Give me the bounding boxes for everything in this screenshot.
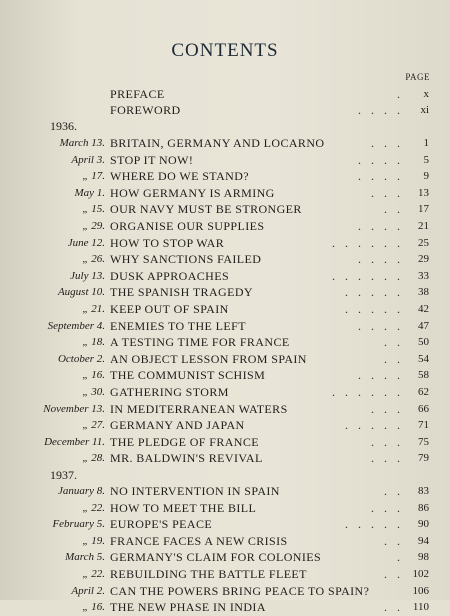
toc-entry xyxy=(0,516,450,533)
entry-title: BRITAIN, GERMANY AND LOCARNO xyxy=(110,136,325,150)
entry-title: THE SPANISH TRAGEDY xyxy=(110,285,253,300)
entry-title: MR. BALDWIN'S REVIVAL xyxy=(110,451,263,466)
year-heading: 1937. xyxy=(50,468,77,482)
entry-page-number: 25 xyxy=(418,236,429,249)
leader-dots: .. xyxy=(384,533,410,548)
entry-title: OUR NAVY MUST BE STRONGER xyxy=(110,202,302,217)
entry-page-number: xi xyxy=(420,104,429,116)
leader-dots: . xyxy=(397,550,410,565)
entry-title: THE COMMUNIST SCHISM xyxy=(110,368,266,383)
leader-dots: ..... xyxy=(345,302,410,316)
entry-title: DUSK APPROACHES xyxy=(110,268,230,283)
toc-entry xyxy=(0,135,450,152)
entry-page-number: 98 xyxy=(418,551,429,564)
entry-date: „ 16. xyxy=(82,369,105,382)
entry-page-number: 75 xyxy=(418,435,429,448)
leader-dots: ...... xyxy=(332,385,410,399)
toc-entry xyxy=(0,102,450,119)
entry-date: „ 29. xyxy=(82,220,105,232)
entry-page-number: 110 xyxy=(412,601,429,614)
entry-page-number: 21 xyxy=(418,220,429,232)
entry-page-number: 79 xyxy=(418,452,429,465)
entry-date: September 4. xyxy=(47,319,105,332)
entry-page-number: 17 xyxy=(418,203,429,216)
entry-page-number: 94 xyxy=(418,534,429,547)
leader-dots: ..... xyxy=(345,285,410,300)
entry-title: HOW TO MEET THE BILL xyxy=(110,500,257,515)
leader-dots: .... xyxy=(358,219,410,233)
leader-dots: ... xyxy=(371,185,410,200)
toc-entry xyxy=(0,599,450,616)
toc-entry xyxy=(0,201,450,218)
entry-date: „ 26. xyxy=(82,253,105,266)
leader-dots: ..... xyxy=(345,418,410,433)
entry-date: „ 22. xyxy=(82,568,105,580)
entry-date: June 12. xyxy=(67,236,105,249)
leader-dots: .. xyxy=(384,335,410,350)
entry-title: NO INTERVENTION IN SPAIN xyxy=(110,484,280,498)
entry-date: April 3. xyxy=(71,153,105,166)
entry-page-number: 83 xyxy=(418,485,429,497)
entry-date: „ 16. xyxy=(82,601,105,614)
entry-title: THE NEW PHASE IN INDIA xyxy=(110,600,266,615)
entry-title: EUROPE'S PEACE xyxy=(110,517,213,532)
contents-heading: CONTENTS xyxy=(171,40,279,61)
toc-entry xyxy=(0,533,450,550)
toc-entry xyxy=(0,384,450,401)
entry-date: May 1. xyxy=(74,186,105,199)
leader-dots: .. xyxy=(384,600,410,615)
entry-title: GERMANY AND JAPAN xyxy=(110,418,245,433)
entry-page-number: 90 xyxy=(418,518,429,531)
leader-dots: .. xyxy=(384,567,410,581)
entry-title: A TESTING TIME FOR FRANCE xyxy=(110,335,290,350)
toc-entry xyxy=(0,284,450,301)
leader-dots: ... xyxy=(371,434,410,449)
leader-dots: .... xyxy=(358,368,410,383)
toc-entry xyxy=(0,152,450,169)
entry-title: GERMANY'S CLAIM FOR COLONIES xyxy=(110,550,322,565)
page-column-label: PAGE xyxy=(405,72,430,82)
entry-date: „ 21. xyxy=(82,303,105,315)
entry-page-number: 47 xyxy=(418,319,429,332)
entry-page-number: 9 xyxy=(423,170,429,183)
leader-dots: ...... xyxy=(332,235,410,250)
entry-page-number: 13 xyxy=(418,186,429,199)
toc-entry xyxy=(0,185,450,202)
entry-date: July 13. xyxy=(70,269,105,282)
entry-page-number: 5 xyxy=(423,153,429,166)
toc-entry xyxy=(0,583,450,600)
toc-entry xyxy=(0,417,450,434)
entry-title: STOP IT NOW! xyxy=(110,152,194,167)
entry-title: THE PLEDGE OF FRANCE xyxy=(110,434,260,449)
year-heading: 1936. xyxy=(50,119,77,133)
entry-date: December 11. xyxy=(44,435,105,448)
toc-entry xyxy=(0,268,450,285)
leader-dots: ... xyxy=(371,136,410,150)
entry-date: „ 18. xyxy=(82,336,105,349)
entry-date: „ 17. xyxy=(82,170,105,183)
entry-title: GATHERING STORM xyxy=(110,385,229,399)
entry-page-number: 42 xyxy=(418,303,429,315)
leader-dots: .. xyxy=(384,351,410,366)
leader-dots: ..... xyxy=(345,517,410,532)
toc-entry xyxy=(0,401,450,418)
entry-page-number: 38 xyxy=(418,286,429,299)
entry-date: March 5. xyxy=(65,551,105,564)
entry-date: January 8. xyxy=(57,485,105,497)
entry-page-number: 62 xyxy=(418,386,429,398)
entry-page-number: 58 xyxy=(418,369,429,382)
entry-date: „ 22. xyxy=(82,501,105,514)
entry-date: October 2. xyxy=(57,352,105,365)
entry-date: „ 15. xyxy=(82,203,105,216)
entry-date: March 13. xyxy=(59,137,105,149)
leader-dots: ... xyxy=(371,451,410,466)
entry-page-number: 102 xyxy=(412,568,429,580)
entry-title: FOREWORD xyxy=(110,103,181,117)
entry-page-number: 50 xyxy=(418,336,429,349)
toc-entry xyxy=(0,483,450,500)
entry-page-number: 33 xyxy=(418,269,429,282)
toc-entry xyxy=(0,367,450,384)
entry-title: PREFACE xyxy=(110,87,165,101)
toc-entry xyxy=(0,351,450,368)
toc-entry xyxy=(0,500,450,517)
toc-entry xyxy=(0,566,450,583)
leader-dots: .... xyxy=(358,318,410,333)
leader-dots: .. xyxy=(384,202,410,217)
toc-entry xyxy=(0,251,450,268)
toc-entry xyxy=(0,235,450,252)
toc-entry xyxy=(0,218,450,235)
entry-page-number: 86 xyxy=(418,501,429,514)
toc-entry xyxy=(0,450,450,467)
entry-date: „ 19. xyxy=(82,534,105,547)
entry-title: ORGANISE OUR SUPPLIES xyxy=(110,219,265,233)
entry-page-number: 1 xyxy=(423,137,429,149)
toc-entry xyxy=(0,434,450,451)
entry-title: WHERE DO WE STAND? xyxy=(110,169,249,184)
entry-date: April 2. xyxy=(71,584,105,597)
leader-dots: ...... xyxy=(332,268,410,283)
entry-date: February 5. xyxy=(52,518,105,531)
entry-date: „ 30. xyxy=(82,386,105,398)
entry-title: IN MEDITERRANEAN WATERS xyxy=(110,401,288,416)
entry-page-number: 66 xyxy=(418,402,429,415)
entry-title: HOW GERMANY IS ARMING xyxy=(110,185,275,200)
entry-date: „ 27. xyxy=(82,419,105,432)
toc-entry xyxy=(0,318,450,335)
entry-title: WHY SANCTIONS FAILED xyxy=(110,252,262,267)
toc-entry xyxy=(0,549,450,566)
toc-entry xyxy=(0,334,450,351)
entry-title: CAN THE POWERS BRING PEACE TO SPAIN? xyxy=(110,583,370,598)
entry-page-number: x xyxy=(423,88,429,100)
toc-entry xyxy=(0,86,450,103)
leader-dots: .... xyxy=(358,252,410,267)
entry-date: „ 28. xyxy=(82,452,105,465)
entry-title: HOW TO STOP WAR xyxy=(110,235,225,250)
entry-page-number: 71 xyxy=(418,419,429,432)
entry-title: FRANCE FACES A NEW CRISIS xyxy=(110,533,288,548)
entry-page-number: 106 xyxy=(412,584,429,597)
entry-title: KEEP OUT OF SPAIN xyxy=(110,302,229,316)
toc-entry xyxy=(0,168,450,185)
entry-date: November 13. xyxy=(43,402,105,415)
leader-dots: .... xyxy=(358,169,410,184)
leader-dots: ... xyxy=(371,401,410,416)
leader-dots: .... xyxy=(358,103,410,117)
leader-dots: .. xyxy=(384,484,410,498)
leader-dots: ... xyxy=(371,500,410,515)
leader-dots: .... xyxy=(358,152,410,167)
entry-page-number: 54 xyxy=(418,352,429,365)
entry-title: AN OBJECT LESSON FROM SPAIN xyxy=(110,351,307,366)
entry-title: ENEMIES TO THE LEFT xyxy=(110,318,246,333)
entry-title: REBUILDING THE BATTLE FLEET xyxy=(110,567,307,581)
toc-entry xyxy=(0,301,450,318)
entry-page-number: 29 xyxy=(418,253,429,266)
entry-date: August 10. xyxy=(57,286,105,299)
leader-dots: . xyxy=(397,87,410,101)
